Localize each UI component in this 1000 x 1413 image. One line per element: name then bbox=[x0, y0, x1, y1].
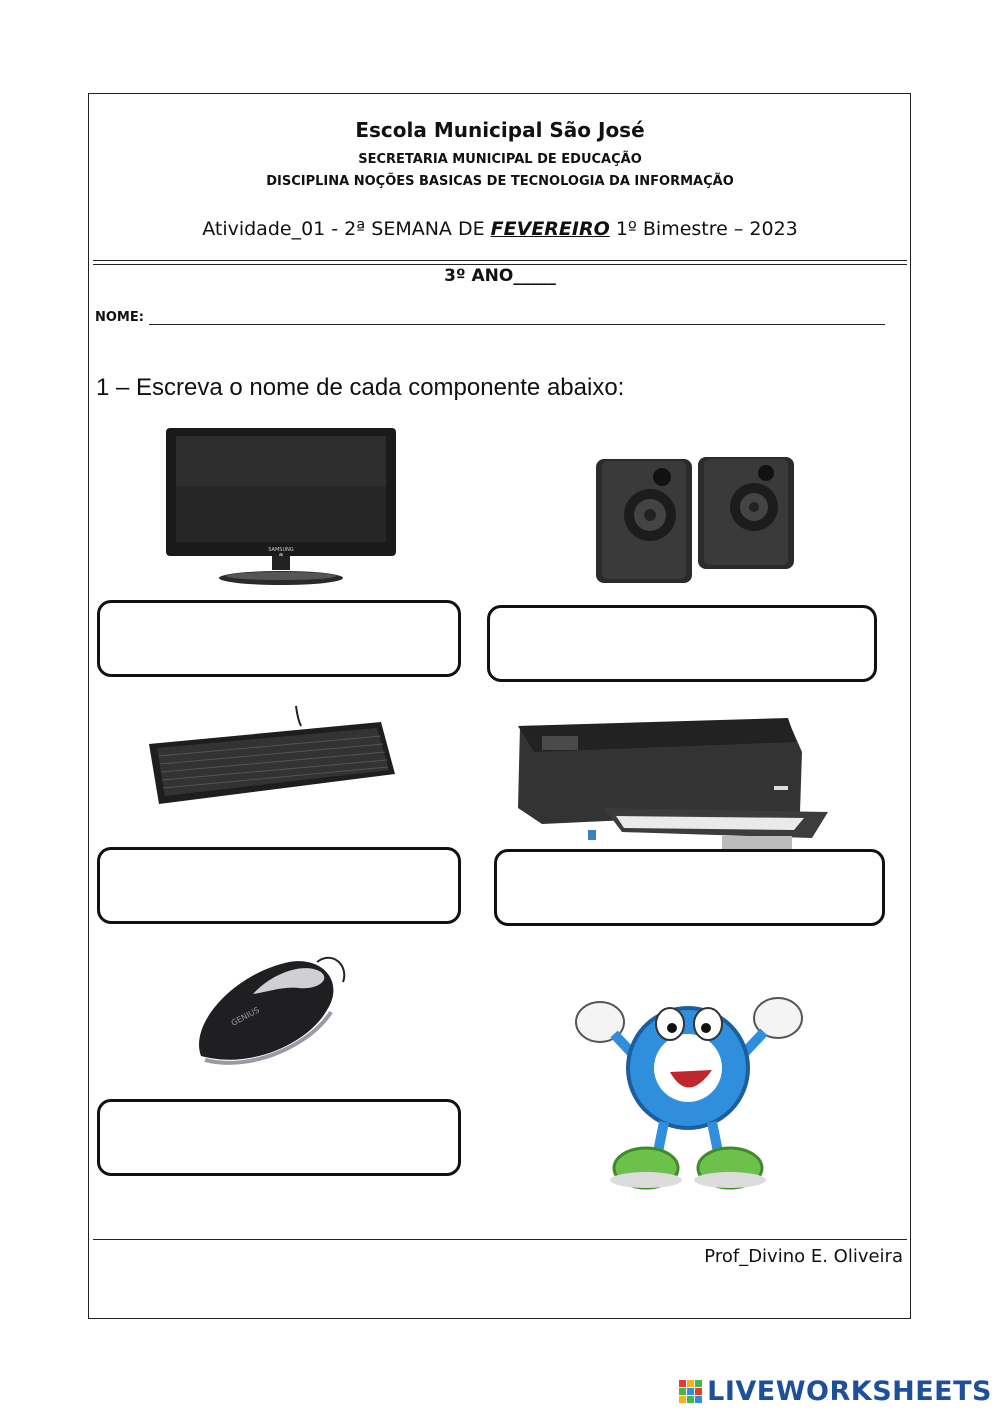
answer-box-speakers[interactable] bbox=[487, 605, 877, 682]
secretariat-line: SECRETARIA MUNICIPAL DE EDUCAÇÃO bbox=[358, 152, 642, 167]
liveworksheets-watermark bbox=[679, 1376, 992, 1407]
header-divider bbox=[93, 260, 907, 265]
school-title: Escola Municipal São José bbox=[355, 118, 645, 142]
answer-box-monitor[interactable] bbox=[97, 600, 461, 677]
name-label: NOME: bbox=[95, 310, 144, 325]
mascot-image bbox=[566, 982, 810, 1192]
monitor-brand-label: SAMSUNG bbox=[268, 547, 294, 553]
monitor-image bbox=[164, 426, 398, 588]
liveworksheets-logo-icon bbox=[679, 1380, 703, 1404]
mouse-brand-label: GENIUS bbox=[229, 1005, 261, 1028]
answer-box-printer[interactable] bbox=[494, 849, 885, 926]
printer-image bbox=[512, 712, 830, 856]
activity-month: FEVEREIRO bbox=[490, 218, 610, 240]
answer-box-keyboard[interactable] bbox=[97, 847, 461, 924]
discipline-line: DISCIPLINA NOÇÕES BASICAS DE TECNOLOGIA DA INFORMAÇÃO bbox=[266, 174, 734, 189]
keyboard-image bbox=[145, 704, 397, 808]
teacher-signature: Prof_Divino E. Oliveira bbox=[704, 1246, 903, 1267]
watermark-text: LIVEWORKSHEETS bbox=[707, 1376, 992, 1407]
mouse-image bbox=[193, 948, 349, 1074]
activity-suffix: 1º Bimestre – 2023 bbox=[615, 218, 798, 240]
year-label: 3º ANO_____ bbox=[444, 266, 556, 286]
name-line[interactable] bbox=[149, 324, 885, 325]
footer-divider bbox=[93, 1239, 907, 1240]
speakers-image bbox=[594, 455, 796, 585]
activity-prefix: Atividade_01 - 2ª SEMANA DE bbox=[202, 218, 485, 240]
question-text: 1 – Escreva o nome de cada componente abaixo: bbox=[96, 374, 625, 401]
answer-box-mouse[interactable] bbox=[97, 1099, 461, 1176]
activity-line bbox=[0, 218, 1000, 240]
